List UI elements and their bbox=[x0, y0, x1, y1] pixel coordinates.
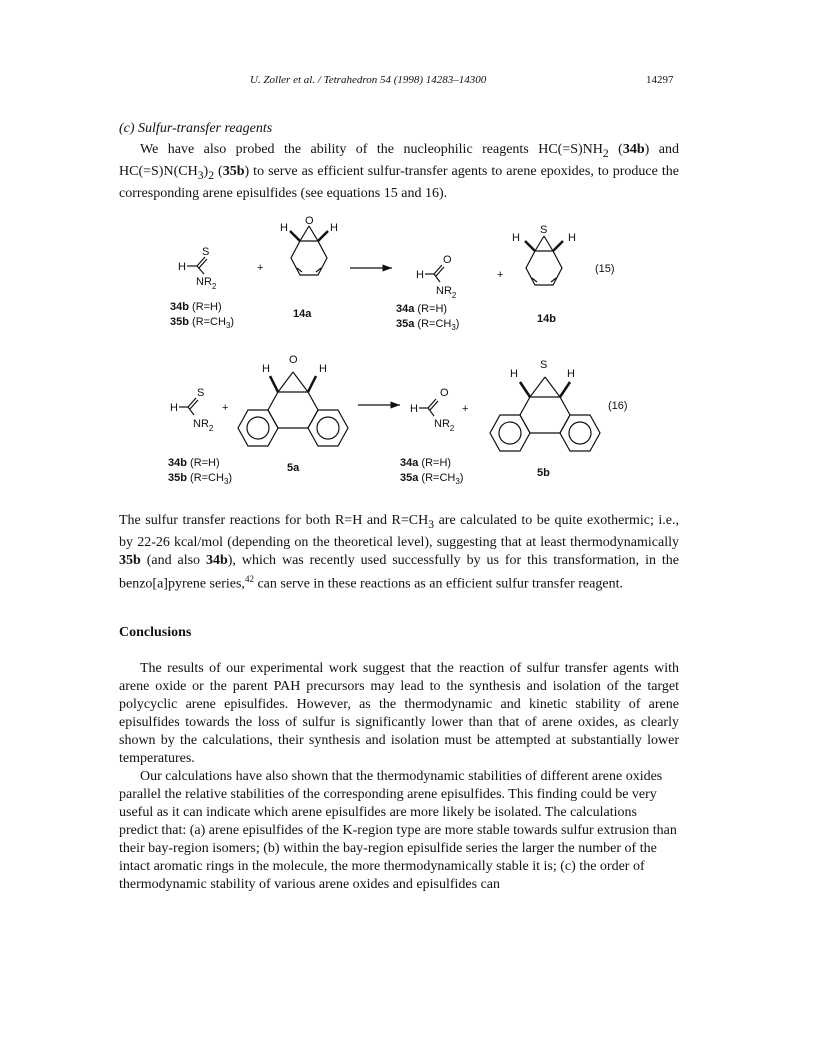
journal-citation: U. Zoller et al. / Tetrahedron 54 (1998) 14283–14300 bbox=[250, 74, 487, 86]
conclusions-paragraph-2: Our calculations have also shown that the thermodynamic stabilities of different arene oxides parallel the relative stabilities of the corresponding arene episulfides. This finding could be very useful as it can indicate which arene episulfides are more likely be isolated. The calculations predict that: (a) arene episulfides of the K-region type are more stable towards sulfur extrusion than their bay-region isomers; (b) within the bay-region episulfide series the larger the number of the intact aromatic rings in the molecule, the more thermodynamically stable it is; (c) the order of thermodynamic stability of various arene oxides and episulfides can bbox=[119, 769, 677, 892]
atom-h: H bbox=[170, 402, 178, 414]
atom-h: H bbox=[280, 222, 288, 234]
plus-sign: + bbox=[257, 262, 264, 274]
label-35b-eq16: 35b $(R=CH_3)$ bbox=[168, 472, 233, 486]
atom-h: H bbox=[568, 232, 576, 244]
label-5a: 5a bbox=[287, 462, 300, 474]
label-34a-eq16: 34a (R=H) bbox=[400, 457, 452, 469]
label-35a: 35a $(R=CH_3)$ bbox=[396, 318, 460, 332]
plus-sign: + bbox=[462, 403, 469, 415]
atom-h: H bbox=[330, 222, 338, 234]
atom-o: O bbox=[305, 215, 314, 227]
nr2-group: $NR_2$ bbox=[196, 276, 217, 291]
atom-h: H bbox=[410, 403, 418, 415]
atom-h: H bbox=[416, 269, 424, 281]
epoxide-5a bbox=[238, 354, 348, 446]
nr2-group: $NR_2$ bbox=[193, 418, 214, 433]
label-35b: 35b $(R=CH_3)$ bbox=[170, 316, 235, 330]
atom-h: H bbox=[319, 363, 327, 375]
equation-number-16: (16) bbox=[608, 400, 628, 412]
atom-h: H bbox=[567, 368, 575, 380]
episulfide-14b bbox=[512, 224, 576, 285]
section-heading-sulfur-transfer: (c) Sulfur-transfer reagents bbox=[119, 121, 273, 136]
atom-h: H bbox=[512, 232, 520, 244]
atom-h: H bbox=[262, 363, 270, 375]
formamide-34a-eq16 bbox=[410, 387, 455, 433]
episulfide-5b bbox=[490, 359, 600, 451]
plus-sign: + bbox=[222, 402, 229, 414]
epoxide-14a bbox=[280, 215, 338, 275]
atom-o: O bbox=[440, 387, 449, 399]
atom-o: O bbox=[443, 254, 452, 266]
label-35a-eq16: 35a $(R=CH_3)$ bbox=[400, 472, 464, 486]
label-34b-eq16: 34b (R=H) bbox=[168, 457, 220, 469]
thioformamide-34b-eq16 bbox=[170, 387, 214, 433]
thioformamide-34b bbox=[178, 246, 217, 291]
label-5b: 5b bbox=[537, 467, 550, 479]
conclusions-heading: Conclusions bbox=[119, 625, 192, 640]
nr2-group: $NR_2$ bbox=[436, 285, 457, 300]
atom-s: S bbox=[197, 387, 205, 399]
atom-s: S bbox=[202, 246, 210, 258]
nr2-group: $NR_2$ bbox=[434, 418, 455, 433]
formamide-34a bbox=[416, 254, 457, 300]
atom-h: H bbox=[510, 368, 518, 380]
label-14b: 14b bbox=[537, 313, 556, 325]
intro-paragraph: We have also probed the ability of the nucleophilic reagents $HC(=S)NH_2$ (34b) and $HC(=S)N(CH_3)_2$ (35b) to serve as efficient sulfur-transfer agents to arene epoxides, to produce the corresponding arene episulfides (see equations 15 and 16). bbox=[119, 142, 679, 201]
label-34b: 34b (R=H) bbox=[170, 301, 222, 313]
atom-o: O bbox=[289, 354, 298, 366]
page-number: 14297 bbox=[646, 74, 674, 86]
atom-h: H bbox=[178, 261, 186, 273]
label-14a: 14a bbox=[293, 308, 312, 320]
atom-s: S bbox=[540, 224, 548, 236]
label-34a: 34a (R=H) bbox=[396, 303, 448, 315]
conclusions-paragraph-1: The results of our experimental work suggest that the reaction of sulfur transfer agents with arene oxide or the parent PAH precursors may lead to the synthesis and isolation of the target polycyclic arene episulfides. However, as the thermodynamic and kinetic stability of arene episulfides towards the loss of sulfur is significantly lower than that of arene oxides, as clearly shown by the calculations, their synthesis and isolation must be attempted at substantially lower temperatures. bbox=[119, 661, 679, 766]
plus-sign: + bbox=[497, 269, 504, 281]
sulfur-transfer-discussion: The sulfur transfer reactions for both R=H and $R=CH_3$ are calculated to be quite exothermic; i.e., by 22-26 kcal/mol (depending on the theoretical level), suggesting that at least thermodynamically 35b (and also 34b), which was recently used successfully by us for this transformation, in the benzo[a]pyrene series,$^{42}$ can serve in these reactions as an efficient sulfur transfer reagent. bbox=[119, 513, 680, 592]
equation-number-15: (15) bbox=[595, 263, 615, 275]
atom-s: S bbox=[540, 359, 548, 371]
